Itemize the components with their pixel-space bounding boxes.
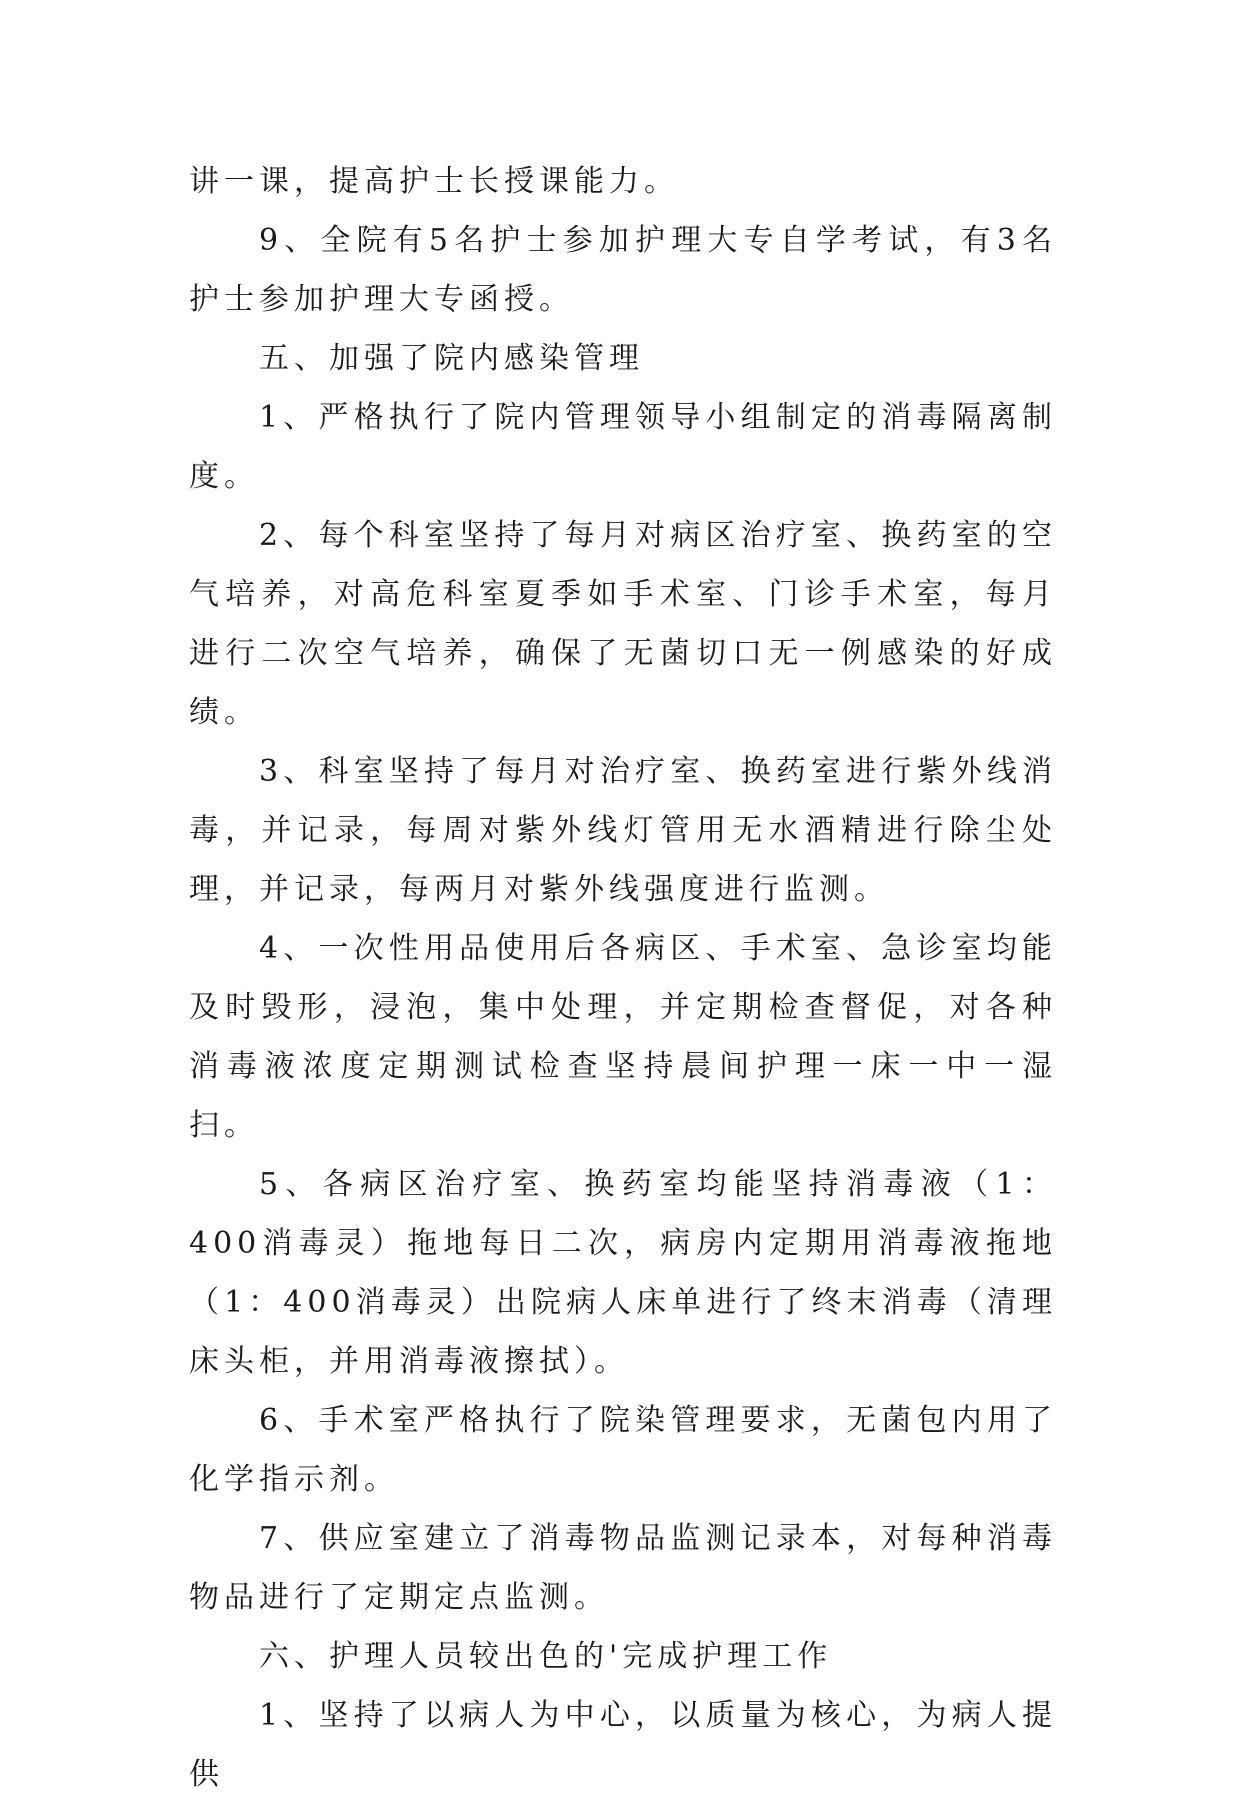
paragraph-item-1-patient-centered: 1、坚持了以病人为中心，以质量为核心，为病人提供 [189,1698,1057,1792]
paragraph-item-2-air-culture: 2、每个科室坚持了每月对病区治疗室、换药室的空气培养，对高危科室夏季如手术室、门诊手术室，每月进行二次空气培养，确保了无菌切口无一例感染的好成绩。 [189,518,1057,730]
paragraph-continuation: 讲一课，提高护士长授课能力。 [189,164,679,199]
paragraph-item-1-disinfection-rules: 1、严格执行了院内管理领导小组制定的消毒隔离制度。 [189,400,1057,494]
paragraph-item-6-operating-room: 6、手术室严格执行了院染管理要求，无菌包内用了化学指示剂。 [189,1403,1057,1497]
paragraph-item-9-self-study-exam: 9、全院有5名护士参加护理大专自学考试，有3名护士参加护理大专函授。 [189,223,1057,317]
paragraph-item-3-uv-disinfection: 3、科室坚持了每月对治疗室、换药室进行紫外线消毒，并记录，每周对紫外线灯管用无水酒精进行除尘处理，并记录，每两月对紫外线强度进行监测。 [189,754,1057,907]
document-body [189,152,1057,1804]
paragraph-item-4-disposables: 4、一次性用品使用后各病区、手术室、急诊室均能及时毁形，浸泡，集中处理，并定期检查督促，对各种消毒液浓度定期测试检查坚持晨间护理一床一中一湿扫。 [189,931,1057,1143]
section-heading-infection-management: 五、加强了院内感染管理 [259,341,644,376]
paragraph-item-5-floor-disinfection: 5、各病区治疗室、换药室均能坚持消毒液（1：400消毒灵）拖地每日二次，病房内定期用消毒液拖地（1：400消毒灵）出院病人床单进行了终末消毒（清理床头柜，并用消毒液擦拭）。 [189,1167,1057,1379]
paragraph-item-7-supply-room: 7、供应室建立了消毒物品监测记录本，对每种消毒物品进行了定期定点监测。 [189,1521,1057,1615]
section-heading-nursing-work: 六、护理人员较出色的'完成护理工作 [259,1639,833,1674]
